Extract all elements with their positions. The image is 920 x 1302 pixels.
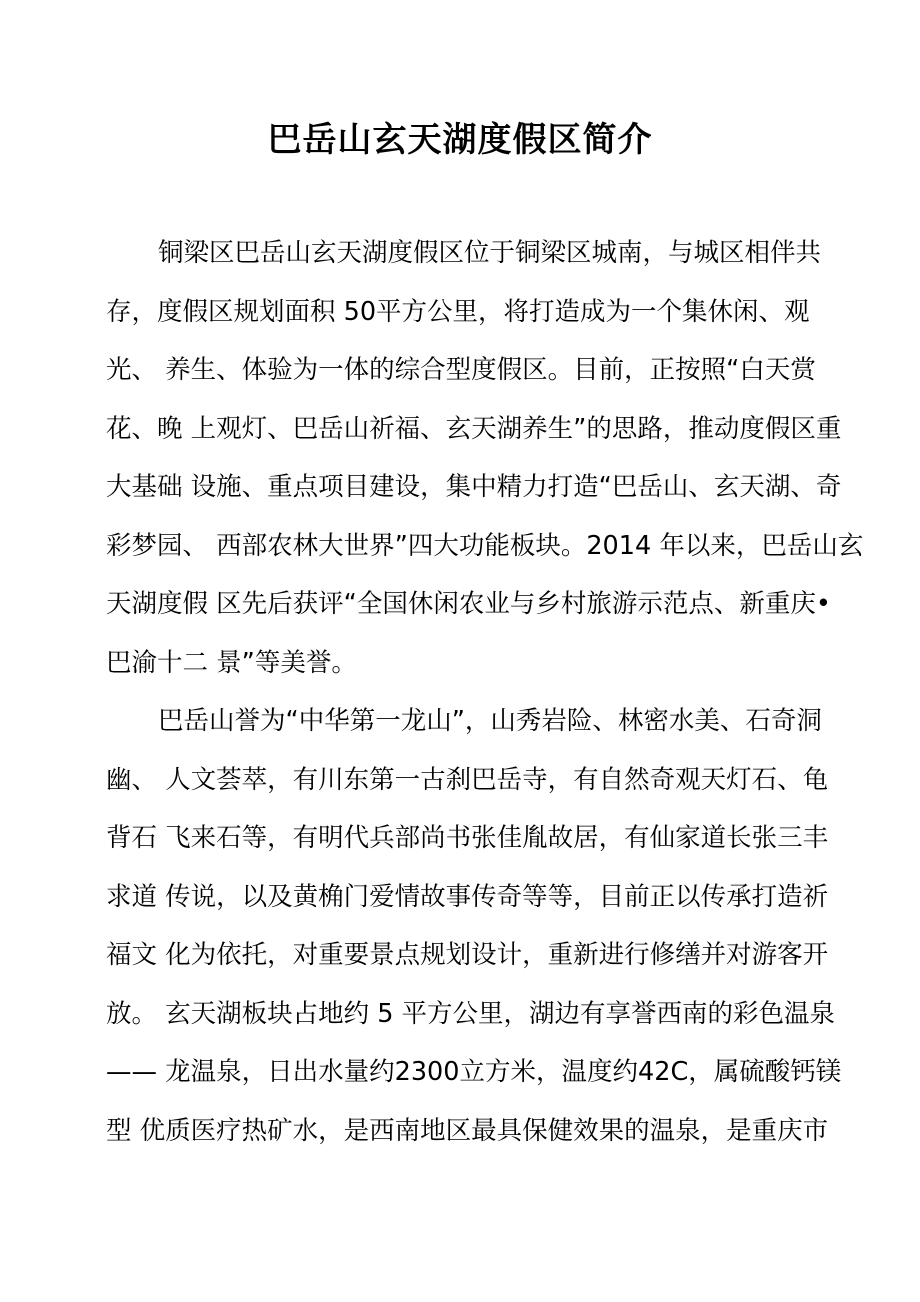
text-line: 求道 传说，以及黄桷门爱情故事传奇等等，目前正以传承打造祈 xyxy=(106,881,829,912)
text-line: 巴渝十二 景”等美誉。 xyxy=(106,647,357,678)
text-line: 幽、 人文荟萃，有川东第一古刹巴岳寺，有自然奇观天灯石、龟 xyxy=(106,764,829,795)
text-line: 大基础 设施、重点项目建设，集中精力打造“巴岳山、玄天湖、奇 xyxy=(106,472,842,502)
text-line: 彩梦园、 西部农林大世界”四大功能板块。2014 年以来，巴岳山玄 xyxy=(106,530,864,561)
text-line: 背石 飞来石等，有明代兵部尚书张佳胤故居，有仙家道长张三丰 xyxy=(106,823,829,853)
text-line: 存，度假区规划面积 50平方公里，将打造成为一个集休闲、观 xyxy=(106,296,810,327)
text-line: —— 龙温泉，日出水量约2300立方米，温度约42C，属硫酸钙镁 xyxy=(106,1057,842,1087)
text-line: 铜梁区巴岳山玄天湖度假区位于铜梁区城南，与城区相伴共 xyxy=(158,238,822,268)
document-title: 巴岳山玄天湖度假区简介 xyxy=(267,120,653,160)
text-line: 天湖度假 区先后获评“全国休闲农业与乡村旅游示范点、新重庆• xyxy=(106,589,831,619)
paragraph-2 xyxy=(106,692,842,1160)
text-line: 放。 玄天湖板块占地约 5 平方公里，湖边有享誉西南的彩色温泉 xyxy=(106,998,836,1029)
paragraph-1 xyxy=(106,224,864,692)
text-line: 型 优质医疗热矿水，是西南地区最具保健效果的温泉，是重庆市 xyxy=(106,1115,829,1146)
text-line: 光、 养生、体验为一体的综合型度假区。目前，正按照“白天赏 xyxy=(106,355,816,385)
document-body xyxy=(106,224,864,1160)
text-line: 福文 化为依托，对重要景点规划设计，重新进行修缮并对游客开 xyxy=(106,940,829,970)
text-line: 巴岳山誉为“中华第一龙山”，山秀岩险、林密水美、石奇洞 xyxy=(158,706,822,736)
text-line: 花、晚 上观灯、巴岳山祈福、玄天湖养生”的思路，推动度假区重 xyxy=(106,413,842,444)
